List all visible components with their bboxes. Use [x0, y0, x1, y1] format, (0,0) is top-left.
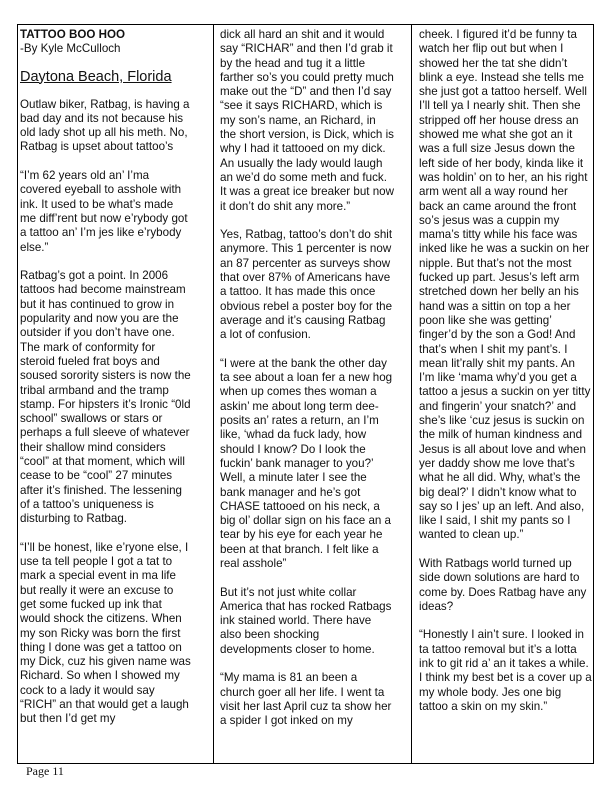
paragraph: But it’s not just white collar America that has rocked Ratbags ink stained world. There have also been shocking developments closer to home.	[220, 585, 392, 656]
paragraph: With Ratbags world turned up side down solutions are hard to come by. Does Ratbag have any ideas?	[419, 556, 587, 613]
paragraph: “I’ll be honest, like e’ryone else, I use ta tell people I got a tat to mark a special event in ma life but really it were an excuse to get some fucked up ink that would shock the citizens. When my son Ricky was born the first thing I done was get a tattoo on my Dick, cuz his given name was Richard. So when I showed my cock to a lady it would say “RICH” an that would get a laugh but then I’d get my	[20, 540, 191, 726]
paragraph: Ratbag’s got a point. In 2006 tattoos had become mainstream but it has continued to grow in popularity and now you are the outsider if you don’t have one. The mark of conformity for steroid fueled frat boys and soused sorority sisters is now the tribal armband and the tramp stamp. For hipsters it’s Ironic “0ld school” swallows or stars or perhaps a full sleeve of whatever their shallow mind considers “cool” at that moment, which will cease to be “cool” 27 minutes after it’s finished. The lessening of a tattoo’s uniqueness is disturbing to Ratbag.	[20, 269, 191, 526]
paragraph: dick all hard an shit and it would say “RICHAR” and then I’d grab it by the head and tug it a little farther so’s you could pretty much make out the “D” and then I’d say “see it says RICHARD, which is my son’s name, an Richard, in the short version, is Dick, which is why I had it tattooed on my dick. An usually the lady would laugh an we’d do some meth and fuck. It was a great ice breaker but now it don’t do shit any more.”	[220, 28, 394, 213]
column-3	[419, 28, 592, 762]
column-divider	[213, 24, 214, 764]
paragraph: cheek. I figured it’d be funny ta watch her flip out but when I showed her the tat she didn’t blink a eye. Instead she tells me she just got a tattoo herself. Well I’ll tell ya I nearly shit. Then she stripped off her house dress an showed me what she got an it was a full size Jesus down the left side of her body, kinda like it was holdin’ on to her, an his right arm went all a way round her back an came around the front so’s jesus was a cuppin my mama’s titty while his face was inked like he was a suckin on her nipple. But that’s not the most fucked up part. Jesus’s left arm stretched down her belly an his hand was a sittin on top a her poon like she was getting’ finger’d by the son a God! And that’s when I shit my pant’s. I mean lit’rally shit my pants. An I’m like ‘mama why’d you get a tattoo a jesus a suckin on yer titty and fingerin’ your snatch?’ and she’s like ‘cuz jesus is suckin on the milk of human kindness and Jesus is all about love and when yer daddy show me love that’s what he all did. Why, what’s the big deal?’ I didn’t know what to say so I jes’ up an left. And also, like I said, I shit my pants so I wanted to clean up.”	[419, 28, 591, 542]
column-1	[20, 28, 191, 762]
column-2	[220, 28, 394, 762]
paragraph: Outlaw biker, Ratbag, is having a bad day and its not because his old lady shot up all his meth. No, Ratbag is upset about tattoo’s	[20, 97, 190, 154]
article-byline: -By Kyle McCulloch	[20, 42, 121, 56]
article-title: TATTOO BOO HOO	[20, 28, 125, 41]
article-dateline: Daytona Beach, Florida	[20, 68, 172, 85]
page-number: Page 11	[26, 764, 64, 778]
column-divider	[411, 24, 412, 764]
paragraph: “I’m 62 years old an’ I’ma covered eyeball to asshole with ink. It used to be what’s made me diff’rent but now e’rybody got a tattoo an’ I’m jes like e’rybody else.”	[20, 169, 188, 254]
paragraph: Yes, Ratbag, tattoo’s don’t do shit anymore. This 1 percenter is now an 87 percenter as surveys show that over 87% of Americans have a tattoo. It has made this once obvious rebel a poster boy for the average and it’s causing Ratbag a lot of confusion.	[220, 228, 393, 342]
paragraph: “Honestly I ain’t sure. I looked in ta tattoo removal but it’s a lotta ink to git rid a’ an it takes a while. I think my best bet is a cover up a my whole body. Jes one big tattoo a skin on my skin.”	[419, 628, 592, 713]
paragraph: “My mama is 81 an been a church goer all her life. I went ta visit her last April cuz ta show her a spider I got inked on my	[220, 671, 392, 728]
paragraph: “I were at the bank the other day ta see about a loan fer a new hog when up comes thes woman a askin’ me about long term dee-posits an’ rates a return, an I’m like, ‘whad da fuck lady, how should I know? Do I look the fuckin’ bank manager to you?’ Well, a minute later I see the bank manager and he’s got CHASE tattooed on his neck, a big ol’ dollar sign on his face an a tear by his eye for each year he been at that branch. I felt like a real asshole”	[220, 356, 393, 570]
